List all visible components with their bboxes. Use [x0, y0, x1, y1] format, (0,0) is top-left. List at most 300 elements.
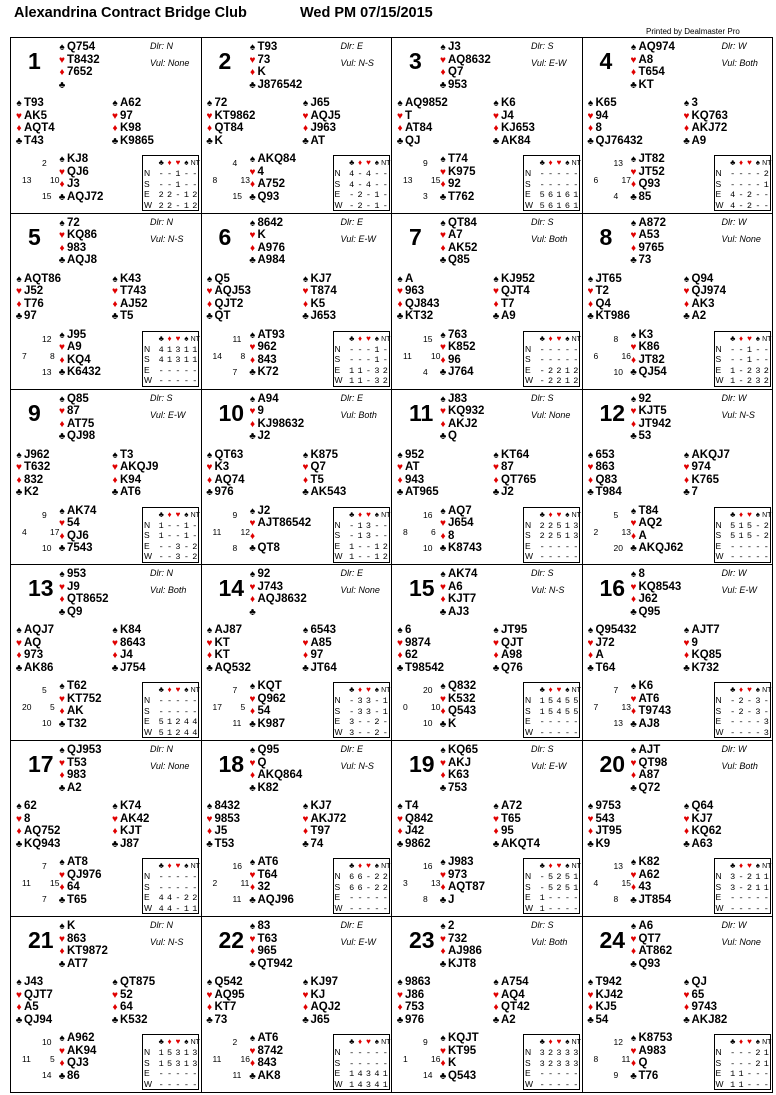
ddt-row: [716, 179, 771, 189]
ddt-value: -: [365, 1058, 372, 1069]
club-icon: ♣: [206, 1014, 213, 1026]
diamond-icon: ♦: [167, 509, 172, 519]
spade-icon: ♠: [112, 625, 118, 637]
ddt-value: 3: [357, 696, 363, 707]
ddt-value: 3: [175, 1058, 181, 1069]
heart-icon: ♥: [175, 509, 181, 519]
card-ranks: KQT: [257, 680, 282, 693]
card-ranks: T76: [24, 297, 44, 310]
card-ranks: KT64: [501, 448, 530, 461]
suit-holding: [57, 769, 102, 782]
suit-holding: [14, 1014, 53, 1027]
spade-icon: ♠: [630, 921, 637, 932]
ddt-value: -: [763, 200, 769, 211]
suit-holding: [57, 530, 96, 543]
ddt-row: [335, 727, 390, 737]
suit-holding: [248, 217, 286, 230]
card-ranks: 843: [257, 1057, 277, 1069]
ddt-seat-label: S: [715, 881, 722, 892]
ddt-value: 4: [158, 355, 164, 366]
suit-holding: [301, 637, 337, 650]
ddt-value: -: [192, 1069, 198, 1079]
heart-icon: ♥: [493, 637, 499, 649]
west-hand: [205, 97, 256, 147]
ddt-value: -: [755, 169, 761, 179]
spade-icon: ♠: [16, 449, 22, 461]
nt-header: NT: [571, 160, 581, 167]
suit-holding: [395, 1014, 431, 1027]
suit-holding: [438, 856, 485, 869]
suit-holding: [438, 958, 482, 971]
ddt-value: 6: [548, 200, 554, 211]
spade-icon: ♠: [249, 217, 256, 229]
card-ranks: KJ: [310, 988, 326, 1001]
heart-icon: ♥: [112, 110, 118, 122]
suit-holding: [438, 217, 477, 230]
spade-icon: ♠: [302, 273, 309, 285]
card-ranks: J2: [257, 430, 271, 443]
spade-icon: ♠: [630, 681, 637, 693]
diamond-icon: ♦: [587, 1002, 594, 1013]
ddt-value: -: [158, 1069, 164, 1079]
card-ranks: 92: [257, 568, 271, 581]
suit-holding: [205, 989, 245, 1002]
heart-icon: ♥: [249, 869, 256, 881]
card-ranks: J52: [24, 285, 44, 298]
suit-holding: [682, 800, 722, 813]
suit-holding: [248, 782, 303, 795]
ddt-value: -: [382, 531, 388, 542]
suit-holding: [438, 505, 482, 518]
spade-icon: ♠: [184, 861, 189, 871]
hcp-n: 4: [232, 158, 238, 168]
card-ranks: K82: [638, 856, 660, 869]
ddt-value: 1: [564, 531, 570, 542]
suit-holding: [491, 310, 535, 323]
suit-holding: [682, 813, 722, 826]
ddt-row: [525, 179, 580, 189]
ddt-value: 1: [183, 1058, 189, 1069]
ddt-seat-label: E: [144, 540, 150, 551]
suit-holding: [682, 285, 727, 298]
spade-icon: ♠: [440, 154, 446, 165]
suit-holding: [248, 881, 294, 894]
card-ranks: T7: [501, 297, 515, 310]
ddt-value: 6: [564, 200, 570, 211]
suit-holding: [301, 461, 347, 474]
ddt-value: 1: [357, 376, 363, 387]
card-ranks: AQ974: [638, 41, 675, 53]
ddt-header: [157, 684, 199, 694]
suit-holding: [110, 637, 146, 650]
club-icon: ♣: [439, 782, 447, 794]
ddt-value: -: [167, 376, 173, 387]
ddt-value: -: [746, 169, 753, 179]
hcp-w: 17: [212, 702, 222, 713]
suit-holding: [57, 782, 102, 795]
spade-icon: ♠: [59, 154, 65, 165]
card-ranks: K72: [257, 366, 279, 379]
ddt-value: -: [548, 344, 554, 355]
ddt-row: [144, 344, 199, 354]
suit-holding: [14, 838, 60, 851]
ddt-value: -: [564, 1069, 570, 1079]
ddt-value: -: [755, 200, 761, 211]
hcp-n: 7: [42, 861, 47, 872]
ddt-value: 2: [192, 552, 198, 563]
suit-holding: [110, 486, 158, 499]
ddt-value: -: [763, 541, 769, 552]
card-ranks: K9: [595, 837, 611, 850]
heart-icon: ♥: [440, 518, 446, 530]
hcp-s: 7: [232, 366, 238, 377]
suit-holding: [14, 298, 61, 311]
board-grid: [10, 37, 773, 1093]
card-ranks: K8753: [638, 1032, 673, 1044]
card-ranks: KJ7: [310, 800, 332, 813]
heart-icon: ♥: [112, 989, 118, 1001]
suit-holding: [586, 486, 622, 499]
card-ranks: K: [448, 1057, 457, 1069]
ddt-value: -: [175, 190, 181, 200]
suit-holding: [491, 1001, 530, 1014]
club-icon: ♣: [439, 543, 447, 555]
board-number: 5: [28, 223, 41, 250]
card-ranks: A8: [638, 53, 654, 66]
ddt-value: -: [573, 717, 579, 728]
heart-icon: ♥: [302, 813, 309, 825]
suit-holding: [682, 449, 730, 462]
suit-holding: [57, 54, 100, 67]
heart-icon: ♥: [556, 1037, 562, 1046]
card-ranks: T5: [310, 473, 324, 486]
north-hand: [248, 393, 305, 443]
ddt-value: -: [167, 169, 173, 179]
ddt-value: -: [763, 706, 769, 717]
spade-icon: ♠: [184, 158, 189, 167]
club-icon: ♣: [302, 1014, 309, 1026]
club-icon: ♣: [111, 1014, 119, 1026]
card-ranks: QJT2: [214, 297, 244, 310]
nt-header: NT: [762, 863, 772, 871]
diamond-icon: ♦: [167, 685, 172, 695]
ddt-seat-label: W: [334, 1078, 343, 1089]
ddt-row: [144, 1079, 199, 1089]
card-ranks: Q64: [691, 800, 714, 813]
hcp-s: 8: [423, 894, 428, 905]
ddt-value: -: [382, 190, 388, 200]
club-icon: ♣: [539, 509, 545, 519]
ddt-value: -: [349, 190, 355, 200]
ddt-value: 5: [564, 706, 570, 717]
double-dummy-table: [333, 331, 390, 387]
board-cell: [583, 38, 774, 214]
suit-holding: [438, 1045, 479, 1058]
south-hand: [248, 153, 296, 203]
ddt-value: -: [539, 376, 545, 387]
card-ranks: Q4: [595, 297, 611, 310]
ddt-row: [144, 727, 199, 737]
ddt-row: [525, 871, 580, 881]
suit-holding: [248, 242, 286, 255]
north-hand: [629, 744, 668, 794]
ddt-row: [716, 541, 771, 551]
vulnerability-label: Vul: Both: [721, 58, 758, 68]
ddt-seat-label: E: [334, 716, 341, 727]
ddt-row: [716, 1079, 771, 1089]
ddt-value: 1: [382, 696, 388, 707]
club-icon: ♣: [15, 838, 23, 850]
club-icon: ♣: [630, 191, 637, 203]
card-ranks: 95: [501, 825, 514, 838]
suit-holding: [438, 680, 476, 693]
ddt-value: -: [365, 893, 372, 904]
spade-icon: ♠: [249, 329, 256, 341]
vulnerability-label: Vul: E-W: [531, 761, 567, 772]
card-ranks: KT752: [67, 692, 102, 705]
club-title: Alexandrina Contract Bridge Club: [14, 5, 247, 21]
card-ranks: QT8: [257, 542, 280, 555]
suit-holding: [57, 1045, 96, 1058]
ddt-value: -: [746, 903, 753, 914]
club-icon: ♣: [249, 79, 256, 91]
ddt-value: 2: [548, 365, 554, 376]
club-icon: ♣: [539, 1037, 545, 1046]
club-icon: ♣: [302, 838, 309, 850]
east-hand: [682, 976, 728, 1026]
spade-icon: ♠: [493, 801, 499, 813]
ddt-value: 4: [556, 696, 562, 707]
ddt-seat-label: S: [144, 178, 150, 189]
suit-holding: [438, 568, 477, 581]
ddt-value: 4: [730, 190, 736, 200]
card-ranks: 963: [405, 285, 425, 298]
hcp-e: 13: [621, 526, 631, 537]
ddt-value: -: [746, 727, 753, 738]
card-ranks: K: [257, 66, 266, 78]
suit-holding: [248, 166, 296, 179]
ddt-value: 2: [763, 169, 769, 179]
ddt-value: 4: [357, 1079, 363, 1090]
club-icon: ♣: [15, 135, 23, 147]
spade-icon: ♠: [493, 977, 499, 988]
ddt-value: 1: [374, 190, 380, 200]
suit-holding: [14, 135, 55, 148]
ddt-value: -: [539, 355, 545, 366]
ddt-seat-label: S: [525, 881, 531, 892]
board-number: 11: [409, 399, 434, 426]
card-ranks: 62: [405, 649, 418, 662]
suit-holding: [395, 976, 431, 989]
board-number: 22: [218, 927, 245, 953]
dealer-label: Dlr: S: [531, 744, 554, 755]
ddt-value: -: [192, 872, 198, 883]
suit-holding: [14, 97, 55, 110]
card-ranks: T64: [257, 868, 278, 881]
ddt-seat-label: S: [144, 881, 150, 892]
suit-holding: [110, 624, 146, 637]
hcp-s: 10: [423, 542, 433, 553]
nt-header: NT: [381, 160, 391, 167]
heart-icon: ♥: [587, 110, 594, 122]
suit-holding: [438, 517, 482, 530]
card-ranks: 86: [67, 1069, 80, 1082]
ddt-value: -: [349, 893, 355, 904]
south-hand: [57, 329, 101, 379]
heart-icon: ♥: [587, 462, 594, 474]
diamond-icon: ♦: [739, 509, 744, 519]
spade-icon: ♠: [440, 329, 446, 341]
double-dummy-table: [714, 155, 771, 211]
ddt-value: -: [365, 1048, 372, 1058]
south-hand: [248, 505, 312, 555]
ddt-value: 1: [738, 520, 744, 531]
diamond-icon: ♦: [630, 882, 637, 894]
card-ranks: 65: [691, 988, 705, 1001]
club-icon: ♣: [439, 606, 447, 618]
suit-holding: [438, 693, 476, 706]
suit-holding: [205, 110, 256, 123]
card-ranks: QJT7: [24, 988, 53, 1001]
suit-holding: [629, 430, 672, 443]
ddt-value: -: [365, 727, 372, 738]
heart-icon: ♥: [440, 406, 446, 418]
card-ranks: AK74: [67, 504, 97, 517]
card-ranks: QJT: [501, 636, 524, 649]
heart-icon: ♥: [587, 989, 594, 1001]
diamond-icon: ♦: [249, 179, 256, 190]
suit-holding: [57, 418, 95, 431]
diamond-icon: ♦: [440, 882, 446, 894]
diamond-icon: ♦: [112, 1002, 118, 1013]
diamond-icon: ♦: [739, 333, 744, 343]
suit-holding: [586, 310, 631, 323]
board-number: 12: [599, 399, 626, 426]
diamond-icon: ♦: [206, 474, 213, 486]
ddt-row: [144, 695, 199, 705]
ddt-header: [538, 333, 580, 343]
club-icon: ♣: [630, 606, 637, 618]
spade-icon: ♠: [630, 393, 637, 405]
diamond-icon: ♦: [397, 1002, 403, 1013]
suit-holding: [682, 1001, 728, 1014]
ddt-value: -: [167, 882, 173, 893]
ddt-row: [144, 541, 199, 551]
ddt-seat-label: N: [334, 695, 341, 706]
ddt-value: -: [357, 169, 363, 179]
card-ranks: 7652: [67, 66, 93, 78]
spade-icon: ♠: [112, 977, 118, 988]
ddt-value: -: [374, 893, 380, 904]
north-hand: [248, 41, 303, 91]
card-ranks: AKJ72: [691, 122, 728, 134]
card-ranks: 973: [448, 868, 468, 881]
spade-icon: ♠: [630, 505, 637, 517]
suit-holding: [682, 135, 728, 148]
card-ranks: K8743: [448, 542, 482, 555]
ddt-value: -: [357, 344, 363, 355]
suit-holding: [248, 66, 303, 79]
ddt-value: 1: [746, 344, 753, 355]
ddt-seat-label: N: [144, 343, 151, 354]
diamond-icon: ♦: [683, 474, 690, 486]
card-ranks: J95: [67, 328, 87, 341]
card-ranks: A983: [638, 1044, 666, 1057]
east-hand: [110, 449, 158, 499]
card-ranks: AQ752: [24, 825, 61, 838]
ddt-row: [716, 716, 771, 726]
club-icon: ♣: [539, 158, 545, 167]
ddt-value: 6: [357, 872, 363, 883]
ddt-value: 1: [192, 355, 198, 366]
diamond-icon: ♦: [16, 298, 22, 310]
card-ranks: K9865: [120, 134, 154, 147]
suit-holding: [395, 649, 444, 662]
diamond-icon: ♦: [112, 826, 118, 838]
ddt-seat-label: W: [715, 902, 724, 913]
card-ranks: J: [448, 893, 455, 906]
ddt-seat-label: S: [334, 881, 341, 892]
card-ranks: JT82: [638, 353, 665, 366]
spade-icon: ♠: [397, 625, 403, 637]
suit-holding: [438, 581, 477, 594]
suit-holding: [438, 430, 484, 443]
heart-icon: ♥: [249, 581, 256, 593]
card-ranks: K63: [448, 769, 470, 782]
suit-holding: [629, 517, 684, 530]
card-ranks: QJ98: [67, 430, 96, 443]
nt-header: NT: [762, 687, 772, 695]
spade-icon: ♠: [16, 801, 22, 813]
heart-icon: ♥: [630, 581, 637, 593]
card-ranks: JT95: [595, 825, 622, 838]
ddt-header: [157, 333, 199, 343]
spade-icon: ♠: [755, 158, 760, 167]
hcp-s: 4: [423, 366, 428, 377]
card-ranks: T632: [24, 461, 51, 474]
heart-icon: ♥: [440, 54, 446, 66]
dealer-label: Dlr: E: [340, 568, 363, 579]
card-ranks: T942: [595, 976, 622, 988]
club-icon: ♣: [730, 1037, 736, 1046]
club-icon: ♣: [349, 685, 355, 695]
spade-icon: ♠: [683, 977, 690, 988]
card-ranks: KQ763: [691, 109, 728, 122]
ddt-value: -: [738, 200, 744, 211]
hcp-s: 4: [613, 191, 619, 201]
ddt-value: -: [556, 169, 562, 179]
ddt-row: [716, 1068, 771, 1078]
dealer-label: Dlr: E: [340, 392, 363, 403]
card-ranks: J963: [310, 122, 337, 134]
card-ranks: 7543: [67, 542, 93, 555]
ddt-value: -: [738, 872, 744, 883]
ddt-seat-label: S: [334, 705, 341, 716]
card-ranks: Q543: [448, 705, 477, 718]
card-ranks: J983: [448, 856, 474, 869]
spade-icon: ♠: [59, 745, 65, 757]
ddt-value: -: [539, 882, 545, 893]
ddt-value: -: [564, 1079, 570, 1090]
suit-holding: [629, 1070, 673, 1083]
suit-holding: [248, 568, 307, 581]
card-ranks: KJT: [120, 825, 142, 838]
ddt-value: 1: [349, 365, 355, 376]
heart-icon: ♥: [59, 342, 65, 354]
club-icon: ♣: [111, 662, 119, 674]
spade-icon: ♠: [440, 1033, 446, 1044]
vulnerability-label: Vul: None: [721, 937, 761, 947]
